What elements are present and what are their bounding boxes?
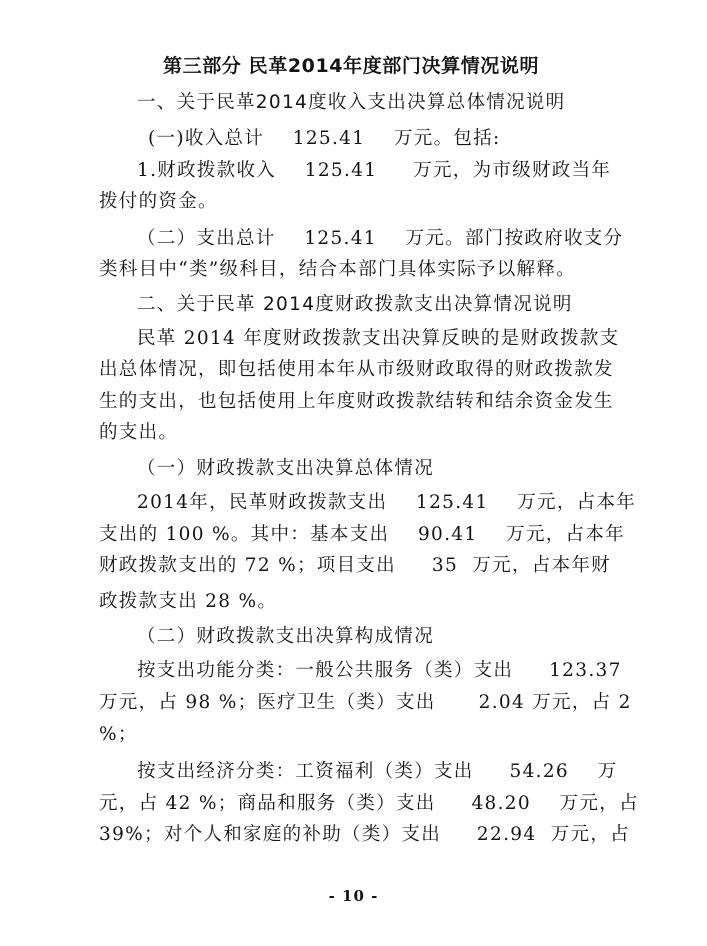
paragraph-line: 39%；对个人和家庭的补助（类）支出 22.94 万元，占 [99,824,630,845]
paragraph-line: 政拨款支出 28 %。 [99,591,278,612]
paragraph-line: 财政拨款支出的 72 %；项目支出 35 万元，占本年财 [99,555,611,576]
paragraph-line: 按支出功能分类：一般公共服务（类）支出 123.37 [137,660,622,681]
subsection-heading: （二）财政拨款支出决算构成情况 [137,626,435,647]
paragraph-line: (一)收入总计 125.41 万元。包括: [148,128,501,149]
paragraph-line: 1.财政拨款收入 125.41 万元，为市级财政当年 [137,160,612,181]
section-heading-1: 一、关于民革2014度收入支出决算总体情况说明 [137,92,566,113]
paragraph-line: 支出的 100 %。其中：基本支出 90.41 万元，占本年 [99,524,625,545]
subsection-heading: （一）财政拨款支出决算总体情况 [137,458,435,479]
paragraph-line: 拨付的资金。 [99,191,218,212]
paragraph-line: 民革 2014 年度财政拨款支出决算反映的是财政拨款支 [137,328,620,349]
paragraph-line: 2014年，民革财政拨款支出 125.41 万元，占本年 [137,492,637,513]
paragraph-line: 按支出经济分类：工资福利（类）支出 54.26 万 [137,761,618,782]
paragraph-line: 生的支出，也包括使用上年度财政拨款结转和结余资金发生 [99,391,614,412]
paragraph-line: %； [99,724,138,745]
paragraph-line: 万元，占 98 %；医疗卫生（类）支出 2.04 万元，占 2 [99,692,632,713]
section-heading-2: 二、关于民革 2014度财政拨款支出决算情况说明 [137,294,573,315]
paragraph-line: 元，占 42 %；商品和服务（类）支出 48.20 万元，占 [99,793,639,814]
page-title: 第三部分 民革2014年度部门决算情况说明 [163,55,540,77]
paragraph-line: 的支出。 [99,422,179,443]
paragraph-line: 出总体情况，即包括使用本年从市级财政取得的财政拨款发 [99,359,614,380]
paragraph-line: 类科目中“类”级科目，结合本部门具体实际予以解释。 [99,259,576,280]
paragraph-line: （二）支出总计 125.41 万元。部门按政府收支分 [137,228,624,249]
page-number: - 10 - [328,887,379,905]
